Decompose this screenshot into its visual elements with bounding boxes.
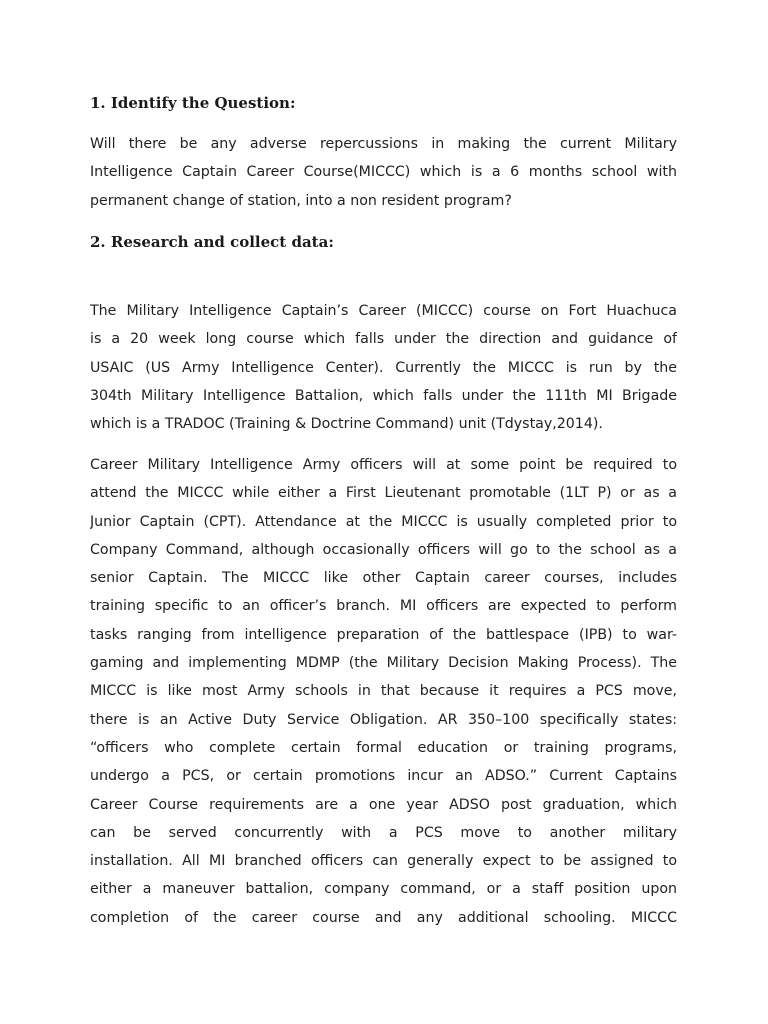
paragraph-line: which is a TRADOC (Training & Doctrine Command) unit (Tdystay,2014). (90, 416, 603, 433)
paragraph-line: installation. All MI branched officers can generally expect to be assigned to (90, 853, 677, 870)
paragraph-line: there is an Active Duty Service Obligation. AR 350–100 specifically states: (90, 711, 677, 728)
section-2-heading: 2. Research and collect data: (90, 233, 334, 251)
paragraph-line: Junior Captain (CPT). Attendance at the MICCC is usually completed prior to (90, 513, 677, 530)
paragraph-line: Company Command, although occasionally officers will go to the school as a (90, 541, 677, 558)
paragraph-line: undergo a PCS, or certain promotions incur an ADSO.” Current Captains (90, 768, 677, 785)
paragraph-line: Intelligence Captain Career Course(MICCC) which is a 6 months school with (90, 164, 677, 181)
paragraph-line: USAIC (US Army Intelligence Center). Currently the MICCC is run by the (90, 359, 677, 376)
paragraph-line: tasks ranging from intelligence preparation of the battlespace (IPB) to war- (90, 626, 677, 643)
paragraph-line: Career Course requirements are a one year ADSO post graduation, which (90, 796, 677, 813)
section-2-paragraph-1 (90, 297, 677, 438)
paragraph-line: can be served concurrently with a PCS move to another military (90, 824, 677, 841)
paragraph-line: MICCC is like most Army schools in that because it requires a PCS move, (90, 683, 677, 700)
paragraph-line: training specific to an officer’s branch. MI officers are expected to perform (90, 598, 677, 615)
paragraph-line: attend the MICCC while either a First Lieutenant promotable (1LT P) or as a (90, 485, 677, 502)
paragraph-line: The Military Intelligence Captain’s Career (MICCC) course on Fort Huachuca (90, 303, 677, 319)
paragraph-line: “officers who complete certain formal education or training programs, (90, 739, 677, 756)
paragraph-line: is a 20 week long course which falls under the direction and guidance of (90, 331, 677, 348)
paragraph-line: Will there be any adverse repercussions in making the current Military (90, 136, 677, 152)
section-1-paragraph (90, 130, 677, 215)
paragraph-line: either a maneuver battalion, company command, or a staff position upon (90, 881, 677, 898)
section-1-heading: 1. Identify the Question: (90, 94, 296, 112)
paragraph-line: Career Military Intelligence Army officers will at some point be required to (90, 457, 677, 473)
document-page (90, 0, 677, 1024)
paragraph-line: completion of the career course and any additional schooling. MICCC (90, 909, 677, 926)
paragraph-line: senior Captain. The MICCC like other Captain career courses, includes (90, 570, 677, 587)
paragraph-line: 304th Military Intelligence Battalion, which falls under the 111th MI Brigade (90, 387, 677, 404)
paragraph-line: permanent change of station, into a non resident program? (90, 192, 512, 209)
paragraph-line: gaming and implementing MDMP (the Military Decision Making Process). The (90, 655, 677, 672)
section-2-paragraph-2 (90, 451, 677, 932)
